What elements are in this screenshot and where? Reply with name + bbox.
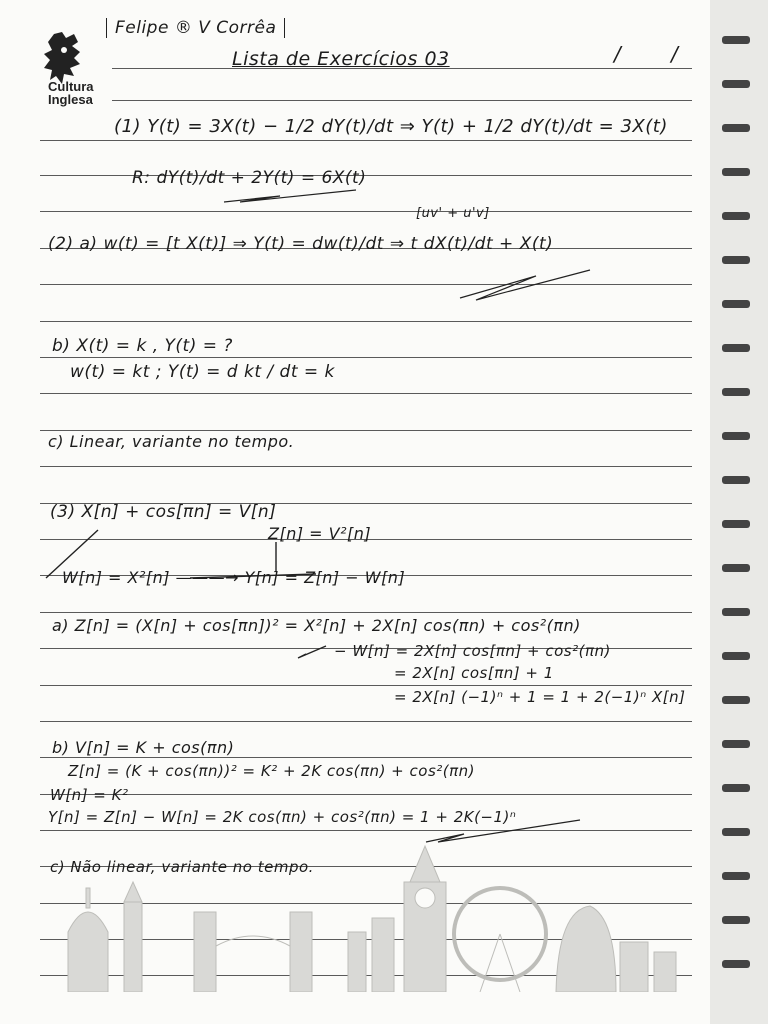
ex3a-line-4: = 2X[n] (−1)ⁿ + 1 = 1 + 2(−1)ⁿ X[n] [394, 688, 686, 706]
underline-squiggle [456, 266, 596, 306]
date-field: / / [614, 42, 700, 66]
arrow-mark [296, 642, 336, 662]
ex1-statement: (1) Y(t) = 3X(t) − 1/2 dY(t)/dt ⇒ Y(t) + 1/2 dY(t)/dt = 3X(t) [114, 116, 668, 137]
ex3b-line-3: W[n] = K² [50, 786, 129, 804]
ex3a-line-2: − W[n] = 2X[n] cos[πn] + cos²(πn) [334, 642, 611, 660]
ex2b-answer: w(t) = kt ; Y(t) = d kt / dt = k [70, 362, 335, 382]
ruled-line [40, 721, 692, 722]
spiral-binding-icon [722, 30, 762, 990]
ex3b-line-4: Y[n] = Z[n] − W[n] = 2K cos(πn) + cos²(πn) = 1 + 2K(−1)ⁿ [48, 808, 517, 826]
ruled-line [40, 321, 692, 322]
ruled-line [40, 612, 692, 613]
brand-line-2: Inglesa [48, 92, 93, 107]
ex2a-statement: (2) a) w(t) = [t X(t)] ⇒ Y(t) = dw(t)/dt ⇒ t dX(t)/dt + X(t) [48, 234, 554, 254]
ruled-line [40, 211, 692, 212]
ex2b-question: b) X(t) = k , Y(t) = ? [52, 336, 233, 356]
ex3b-line-1: b) V[n] = K + cos(πn) [52, 738, 235, 757]
ruled-line [40, 140, 692, 141]
ex3-w-definition: W[n] = X²[n] ———→ Y[n] = Z[n] − W[n] [62, 568, 406, 587]
london-skyline-watermark-icon [60, 842, 690, 992]
student-name: Felipe ® V Corrêa [106, 18, 285, 38]
ex3a-line-1: a) Z[n] = (X[n] + cos[πn])² = X²[n] + 2X[n] cos(πn) + cos²(πn) [52, 616, 581, 635]
ex3-z-definition: Z[n] = V²[n] [268, 524, 372, 543]
brand-line-1: Cultura [48, 79, 94, 94]
ex3a-line-3: = 2X[n] cos[πn] + 1 [394, 664, 554, 682]
ex3c-answer: c) Não linear, variante no tempo. [50, 858, 314, 876]
ex2c-answer: c) Linear, variante no tempo. [48, 432, 295, 451]
ruled-line [40, 830, 692, 831]
ruled-line [40, 430, 692, 431]
ruled-line [40, 393, 692, 394]
ruled-line [40, 357, 692, 358]
page-title: Lista de Exercícios 03 [232, 48, 450, 70]
ruled-line [112, 100, 692, 101]
product-rule-box: [uv' + u'v] [416, 206, 490, 221]
ruled-line [40, 757, 692, 758]
underline-squiggle [220, 188, 360, 208]
ex1-answer: R: dY(t)/dt + 2Y(t) = 6X(t) [132, 168, 367, 188]
ruled-line [40, 685, 692, 686]
ex3-statement: (3) X[n] + cos[πn] = V[n] [50, 502, 277, 522]
ruled-line [40, 794, 692, 795]
ex3b-line-2: Z[n] = (K + cos(πn))² = K² + 2K cos(πn) + cos²(πn) [68, 762, 476, 780]
ruled-line [40, 466, 692, 467]
brand-wordmark [48, 80, 94, 106]
